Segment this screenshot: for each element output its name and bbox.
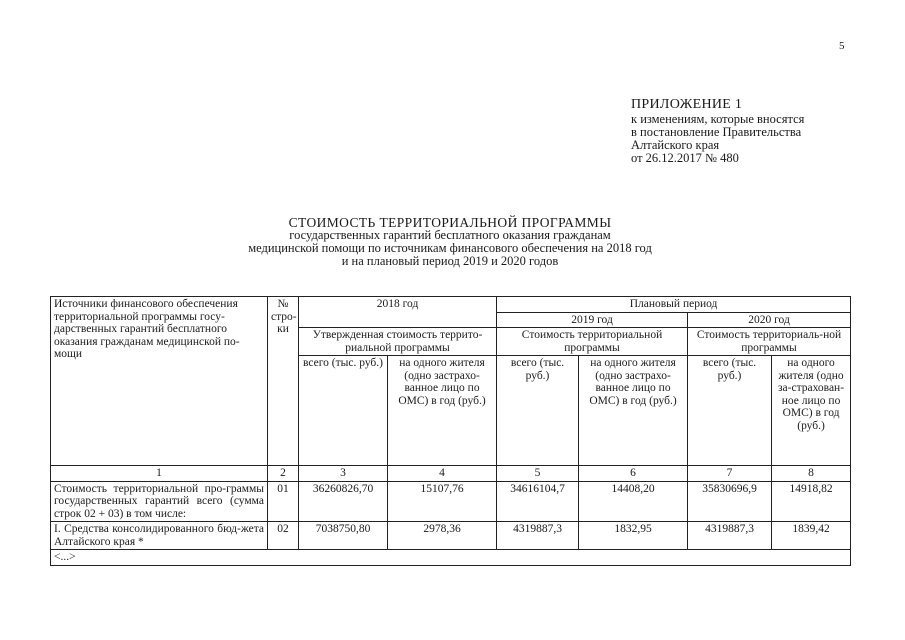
header-cost-2020: Стоимость территориаль-ной программы bbox=[688, 328, 851, 356]
appendix-block bbox=[631, 98, 804, 165]
appendix-line: к изменениям, которые вносятся bbox=[631, 112, 805, 126]
cell-2018-per-resident: 15107,76 bbox=[388, 481, 497, 522]
row-name: I. Средства консолидированного бюд-жета Алтайского края * bbox=[51, 522, 268, 550]
cell-2018-total: 36260826,70 bbox=[299, 481, 388, 522]
header-planned-period: Плановый период bbox=[497, 297, 851, 313]
header-cost-2019: Стоимость территориальной программы bbox=[497, 328, 688, 356]
cell-2020-per-resident: 1839,42 bbox=[772, 522, 851, 550]
column-number-row bbox=[51, 466, 851, 482]
ellipsis-row bbox=[51, 550, 851, 566]
column-number: 8 bbox=[772, 466, 851, 482]
cell-2020-per-resident: 14918,82 bbox=[772, 481, 851, 522]
column-number: 5 bbox=[497, 466, 579, 482]
header-row-no: № стро-ки bbox=[268, 297, 299, 466]
appendix-line: Алтайского края bbox=[631, 138, 720, 152]
row-name: Стоимость территориальной про-граммы государственных гарантий всего (сумма строк 02 + 03) в том числе: bbox=[51, 481, 268, 522]
appendix-line: от 26.12.2017 № 480 bbox=[631, 151, 739, 165]
header-year-2019: 2019 год bbox=[497, 312, 688, 328]
header-total-2018: всего (тыс. руб.) bbox=[299, 356, 388, 466]
document-heading bbox=[180, 216, 720, 268]
heading-title: СТОИМОСТЬ ТЕРРИТОРИАЛЬНОЙ ПРОГРАММЫ bbox=[288, 215, 612, 230]
appendix-title: ПРИЛОЖЕНИЕ 1 bbox=[631, 97, 743, 112]
cell-2018-per-resident: 2978,36 bbox=[388, 522, 497, 550]
header-year-2018: 2018 год bbox=[299, 297, 497, 328]
heading-line: государственных гарантий бесплатного оказания гражданам bbox=[289, 228, 611, 242]
header-sources: Источники финансового обеспечения территориальной программы госу-дарственных гарантий бесплатного оказания гражданам медицинской по-мощи bbox=[51, 297, 268, 466]
cell-2019-per-resident: 1832,95 bbox=[579, 522, 688, 550]
column-number: 7 bbox=[688, 466, 772, 482]
column-number: 4 bbox=[388, 466, 497, 482]
column-number: 3 bbox=[299, 466, 388, 482]
header-approved-cost: Утвержденная стоимость террито-риальной программы bbox=[299, 328, 497, 356]
heading-line: и на плановый период 2019 и 2020 годов bbox=[341, 254, 559, 268]
header-per-resident-2020: на одного жителя (одно за-страхован-ное лицо по ОМС) в год (руб.) bbox=[772, 356, 851, 466]
cell-2020-total: 35830696,9 bbox=[688, 481, 772, 522]
header-total-2020: всего (тыс. руб.) bbox=[688, 356, 772, 466]
row-code: 01 bbox=[268, 481, 299, 522]
cell-2020-total: 4319887,3 bbox=[688, 522, 772, 550]
cell-2019-total: 34616104,7 bbox=[497, 481, 579, 522]
ellipsis: <...> bbox=[51, 550, 851, 566]
header-row bbox=[51, 297, 851, 313]
appendix-line: в постановление Правительства bbox=[631, 125, 802, 139]
cell-2019-per-resident: 14408,20 bbox=[579, 481, 688, 522]
header-per-resident-2019: на одного жителя (одно застрахо-ванное лицо по ОМС) в год (руб.) bbox=[579, 356, 688, 466]
page-number: 5 bbox=[839, 40, 845, 52]
table-row bbox=[51, 522, 851, 550]
column-number: 1 bbox=[51, 466, 268, 482]
header-total-2019: всего (тыс. руб.) bbox=[497, 356, 579, 466]
cell-2018-total: 7038750,80 bbox=[299, 522, 388, 550]
cell-2019-total: 4319887,3 bbox=[497, 522, 579, 550]
financing-table bbox=[50, 296, 851, 566]
header-year-2020: 2020 год bbox=[688, 312, 851, 328]
heading-line: медицинской помощи по источникам финансового обеспечения на 2018 год bbox=[248, 241, 652, 255]
column-number: 6 bbox=[579, 466, 688, 482]
table-row bbox=[51, 481, 851, 522]
header-per-resident-2018: на одного жителя (одно застрахо-ванное лицо по ОМС) в год (руб.) bbox=[388, 356, 497, 466]
row-code: 02 bbox=[268, 522, 299, 550]
column-number: 2 bbox=[268, 466, 299, 482]
